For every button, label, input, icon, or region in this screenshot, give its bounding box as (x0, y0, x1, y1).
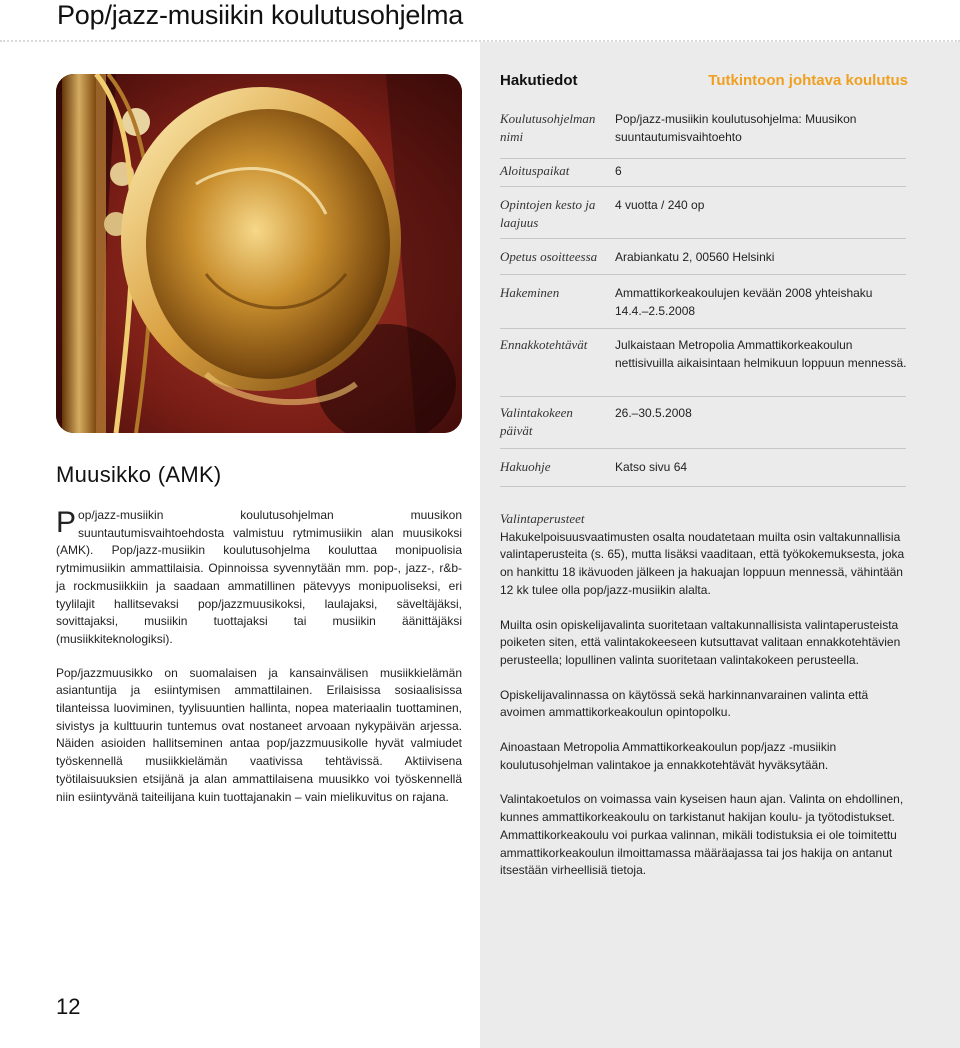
criteria-paragraph: Ainoastaan Metropolia Ammattikorkeakoulun pop/jazz -musiikin koulutusohjelman valintakoe ja ennakkotehtävät hyväksytään. (500, 740, 837, 772)
paragraph-text: Hakukelpoisuusvaatimusten osalta noudatetaan muilta osin valtakunnallisia valintaperusteita (s. 65), mutta lisäksi vaaditaan, että työkokemuksesta, joka on hankittu 18 ikävuoden jälkeen ja hakuajan loppuun mennessä, vähintään 12 kk tulee olla pop/jazz-musiikin alalta. (500, 529, 905, 597)
criteria-paragraph: Opiskelijavalinnassa on käytössä sekä harkinnanvarainen valinta että avoimen ammattikorkeakoulun opintopolku. (500, 687, 869, 720)
info-row-exam-dates (500, 396, 906, 449)
info-row-duration (500, 186, 906, 239)
section-title: Muusikko (AMK) (56, 462, 222, 487)
criteria-text (500, 510, 906, 897)
info-row-intake (500, 158, 906, 187)
info-row-application-guide (500, 448, 906, 487)
info-value: Katso sivu 64 (615, 460, 688, 474)
drop-cap: P (56, 506, 77, 539)
info-heading: Hakutiedot (500, 72, 578, 89)
info-row-preliminary-tasks (500, 328, 906, 397)
intro-paragraph (56, 507, 462, 649)
info-header (500, 70, 908, 96)
info-row-programme-name (500, 108, 906, 159)
info-value: Ammattikorkeakoulujen kevään 2008 yhteishaku 14.4.–2.5.2008 (615, 286, 873, 318)
info-label: Ennakkotehtävät (500, 337, 588, 352)
info-label: Valintakokeen päivät (500, 405, 573, 438)
info-value: Arabiankatu 2, 00560 Helsinki (615, 250, 775, 264)
info-row-application (500, 274, 906, 329)
info-label: Opintojen kesto ja laajuus (500, 197, 596, 230)
info-row-location (500, 238, 906, 275)
criteria-paragraph: Muilta osin opiskelijavalinta suoritetaan valtakunnallisista valintaperusteista poiketen siten, että valintakokeeseen kutsuttavat valitaan ennakkotehtävien perusteella; lopullinen valinta suoritetaan valintakokeen perusteella. (500, 617, 901, 667)
info-label: Aloituspaikat (500, 163, 570, 178)
info-value: Julkaistaan Metropolia Ammattikorkeakoulun nettisivuilla aikaisintaan helmikuun loppuun mennessä. (615, 338, 907, 370)
info-value: 6 (615, 164, 622, 178)
body-paragraph: Pop/jazzmuusikko on suomalaisen ja kansainvälisen musiikkielämän asiantuntija ja esiintymisen ammattilainen. Erilaisissa sosiaalisissa tilanteissa luoviminen, tyylisuuntien hallinta, nopea materiaalin tuottaminen, sivistys ja kulttuurin tuntemus ovat nostaneet arvoaan nykypäivän arjessa. Näiden asioiden hallitseminen antaa pop/jazzmuusikolle hyvät valmiudet työskennellä musiikkielämän vaativissa tehtävissä. Aktiivisena työtilaisuuksien etsijänä ja alan ammattilaisena muusikko voi työskennellä niin esiintyvänä taiteilijana kuin tuottajanakin – vain mielikuvitus on rajana. (56, 665, 462, 804)
degree-tag: Tutkintoon johtava koulutus (708, 72, 908, 89)
info-value: Pop/jazz-musiikin koulutusohjelma: Muusikon suuntautumisvaihtoehto (615, 112, 857, 144)
page-title: Pop/jazz-musiikin koulutusohjelma (57, 0, 464, 30)
criteria-label: Valintaperusteet (500, 511, 585, 526)
criteria-paragraph: Valintakoetulos on voimassa vain kyseisen haun ajan. Valinta on ehdollinen, kunnes ammattikorkeakoulu on tarkistanut hakijan koulu- ja työtodistukset. Ammattikorkeakoulu voi purkaa valinnan, mikäli todistuksia ei ole toimitettu ammattikorkeakoulun ilmoittamassa määräajassa tai jos hakija on antanut itsestään virheellisiä tietoja. (500, 792, 904, 878)
saxophone-illustration (56, 74, 462, 433)
info-label: Koulutusohjelman nimi (500, 111, 596, 144)
info-label: Hakeminen (500, 285, 560, 300)
criteria-paragraph (500, 510, 906, 600)
main-text (56, 507, 462, 822)
info-value: 26.–30.5.2008 (615, 406, 692, 420)
info-value: 4 vuotta / 240 op (615, 198, 705, 212)
paragraph-text: op/jazz-musiikin koulutusohjelman muusikon suuntautumisvaihtoehdosta valmistuu rytmimusiikin alan muusikoksi (AMK). Pop/jazz-musiikin koulutusohjelma kouluttaa monipuolisia rytmimusiikin ammattilaisia. Opinnoissa syvennytään mm. pop-, jazz-, r&b- ja rockmusiikkiin ja saadaan ammatillinen pätevyys monipuoliseksi, eri tyylilajit hallitsevaksi pop/jazzmuusikoksi, laulajaksi, säveltäjäksi, sovittajaksi, musiikin tuottajaksi tai musiikin äänittäjäksi (musiikkiteknologiksi). (56, 508, 462, 646)
page-number: 12 (56, 994, 81, 1019)
saxophone-photo (56, 74, 462, 433)
info-label: Opetus osoitteessa (500, 249, 598, 264)
info-label: Hakuohje (500, 459, 551, 474)
